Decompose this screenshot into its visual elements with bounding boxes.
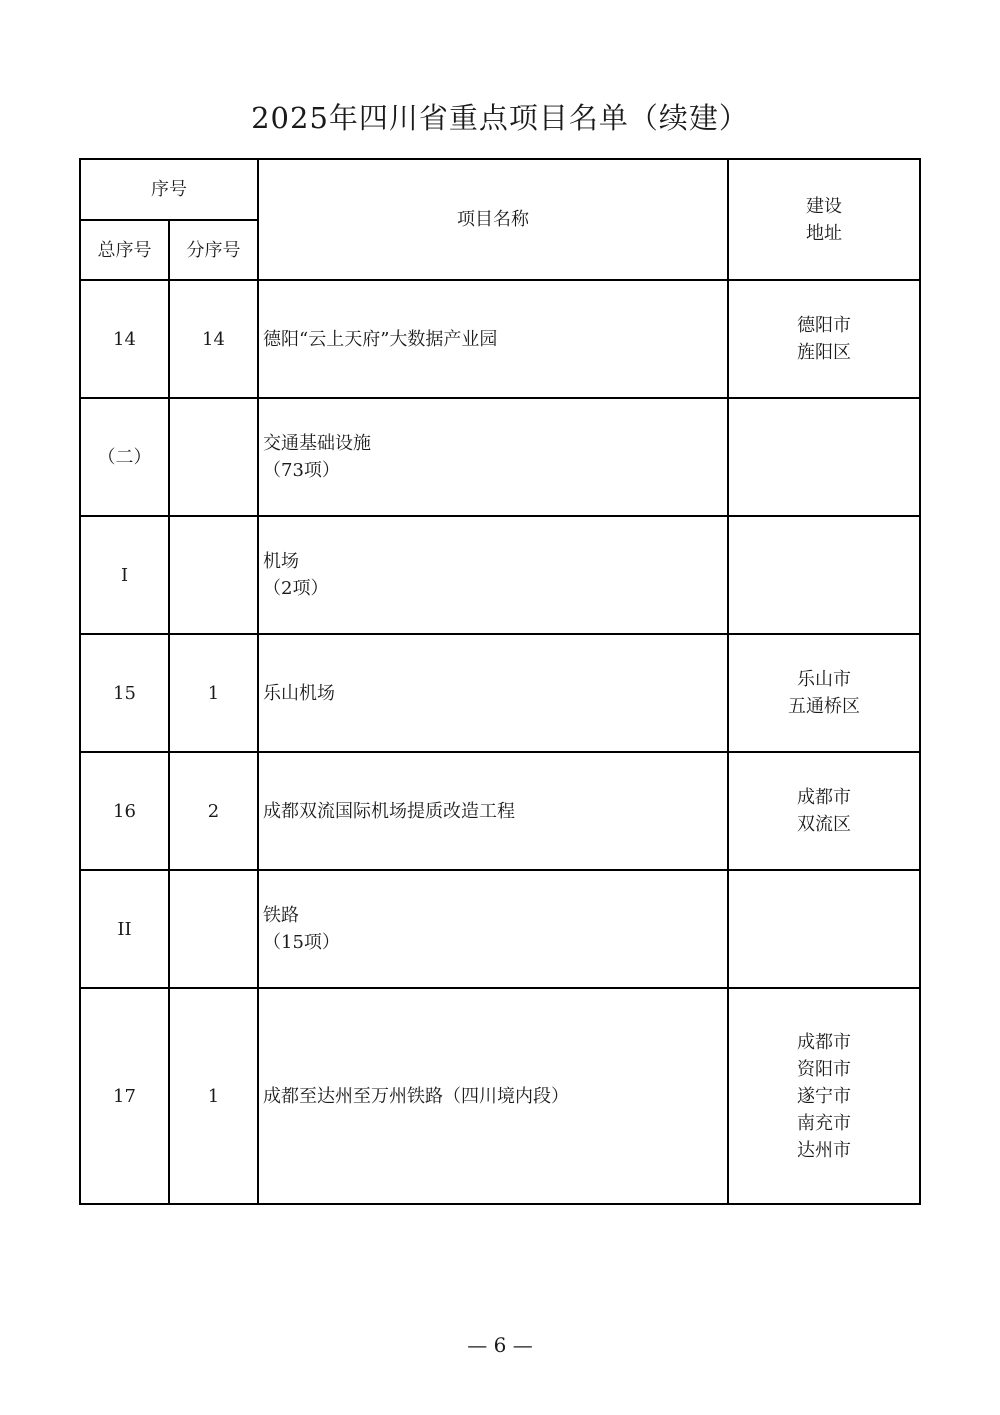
header-location-line2: 地址 <box>806 222 842 244</box>
category-count: （15项） <box>263 932 340 953</box>
location-line: 遂宁市 <box>797 1085 851 1107</box>
project-name: 德阳“云上天府”大数据产业园 <box>263 328 498 350</box>
total-seq-cell: 17 <box>80 988 169 1204</box>
sub-seq-cell: 2 <box>169 752 258 870</box>
table-header-row <box>80 159 920 220</box>
category-count: （73项） <box>263 460 340 481</box>
sub-seq-cell: 1 <box>169 988 258 1204</box>
header-location <box>728 159 920 280</box>
location-line: 达州市 <box>797 1139 851 1161</box>
sub-seq-cell <box>169 870 258 988</box>
location-cell <box>728 870 920 988</box>
category-name: 交通基础设施 <box>263 433 371 454</box>
category-name: 机场 <box>263 551 299 572</box>
table-row <box>80 516 920 634</box>
category-name: 铁路 <box>263 905 299 926</box>
table-row <box>80 280 920 398</box>
project-name-cell <box>258 870 728 988</box>
header-sequence-group: 序号 <box>80 159 258 220</box>
location-line: 五通桥区 <box>788 696 860 717</box>
header-project-name: 项目名称 <box>258 159 728 280</box>
table-row <box>80 752 920 870</box>
header-total-seq: 总序号 <box>80 220 169 280</box>
table-row <box>80 634 920 752</box>
location-line: 南充市 <box>797 1112 851 1134</box>
location-line: 成都市 <box>797 1031 851 1053</box>
table-row <box>80 988 920 1204</box>
project-name: 成都双流国际机场提质改造工程 <box>263 800 515 822</box>
total-seq-cell: I <box>80 516 169 634</box>
location-cell <box>728 398 920 516</box>
header-location-line1: 建设 <box>806 195 842 217</box>
total-seq-cell: 16 <box>80 752 169 870</box>
location-cell <box>728 634 920 752</box>
location-cell <box>728 280 920 398</box>
sub-seq-cell: 1 <box>169 634 258 752</box>
location-cell <box>728 516 920 634</box>
sub-seq-cell: 14 <box>169 280 258 398</box>
project-name: 成都至达州至万州铁路（四川境内段） <box>263 1085 569 1107</box>
category-count: （2项） <box>263 578 329 599</box>
document-title: 2025年四川省重点项目名单（续建） <box>251 101 749 135</box>
location-cell <box>728 752 920 870</box>
project-name-cell <box>258 634 728 752</box>
total-seq-cell: （二） <box>80 398 169 516</box>
header-sub-seq: 分序号 <box>169 220 258 280</box>
location-line: 资阳市 <box>797 1058 851 1080</box>
location-line: 德阳市 <box>797 315 851 336</box>
projects-table <box>79 158 921 1205</box>
location-line: 成都市 <box>797 787 851 808</box>
sub-seq-cell <box>169 398 258 516</box>
project-name-cell <box>258 752 728 870</box>
table-row <box>80 398 920 516</box>
project-name-cell <box>258 398 728 516</box>
location-line: 旌阳区 <box>797 342 851 363</box>
location-line: 双流区 <box>797 814 851 835</box>
project-name-cell <box>258 280 728 398</box>
project-name: 乐山机场 <box>263 682 335 704</box>
location-line: 乐山市 <box>797 669 851 690</box>
project-name-cell <box>258 988 728 1204</box>
location-cell <box>728 988 920 1204</box>
page-number: — 6 — <box>467 1333 533 1357</box>
sub-seq-cell <box>169 516 258 634</box>
project-name-cell <box>258 516 728 634</box>
total-seq-cell: 14 <box>80 280 169 398</box>
total-seq-cell: 15 <box>80 634 169 752</box>
table-row <box>80 870 920 988</box>
total-seq-cell: II <box>80 870 169 988</box>
